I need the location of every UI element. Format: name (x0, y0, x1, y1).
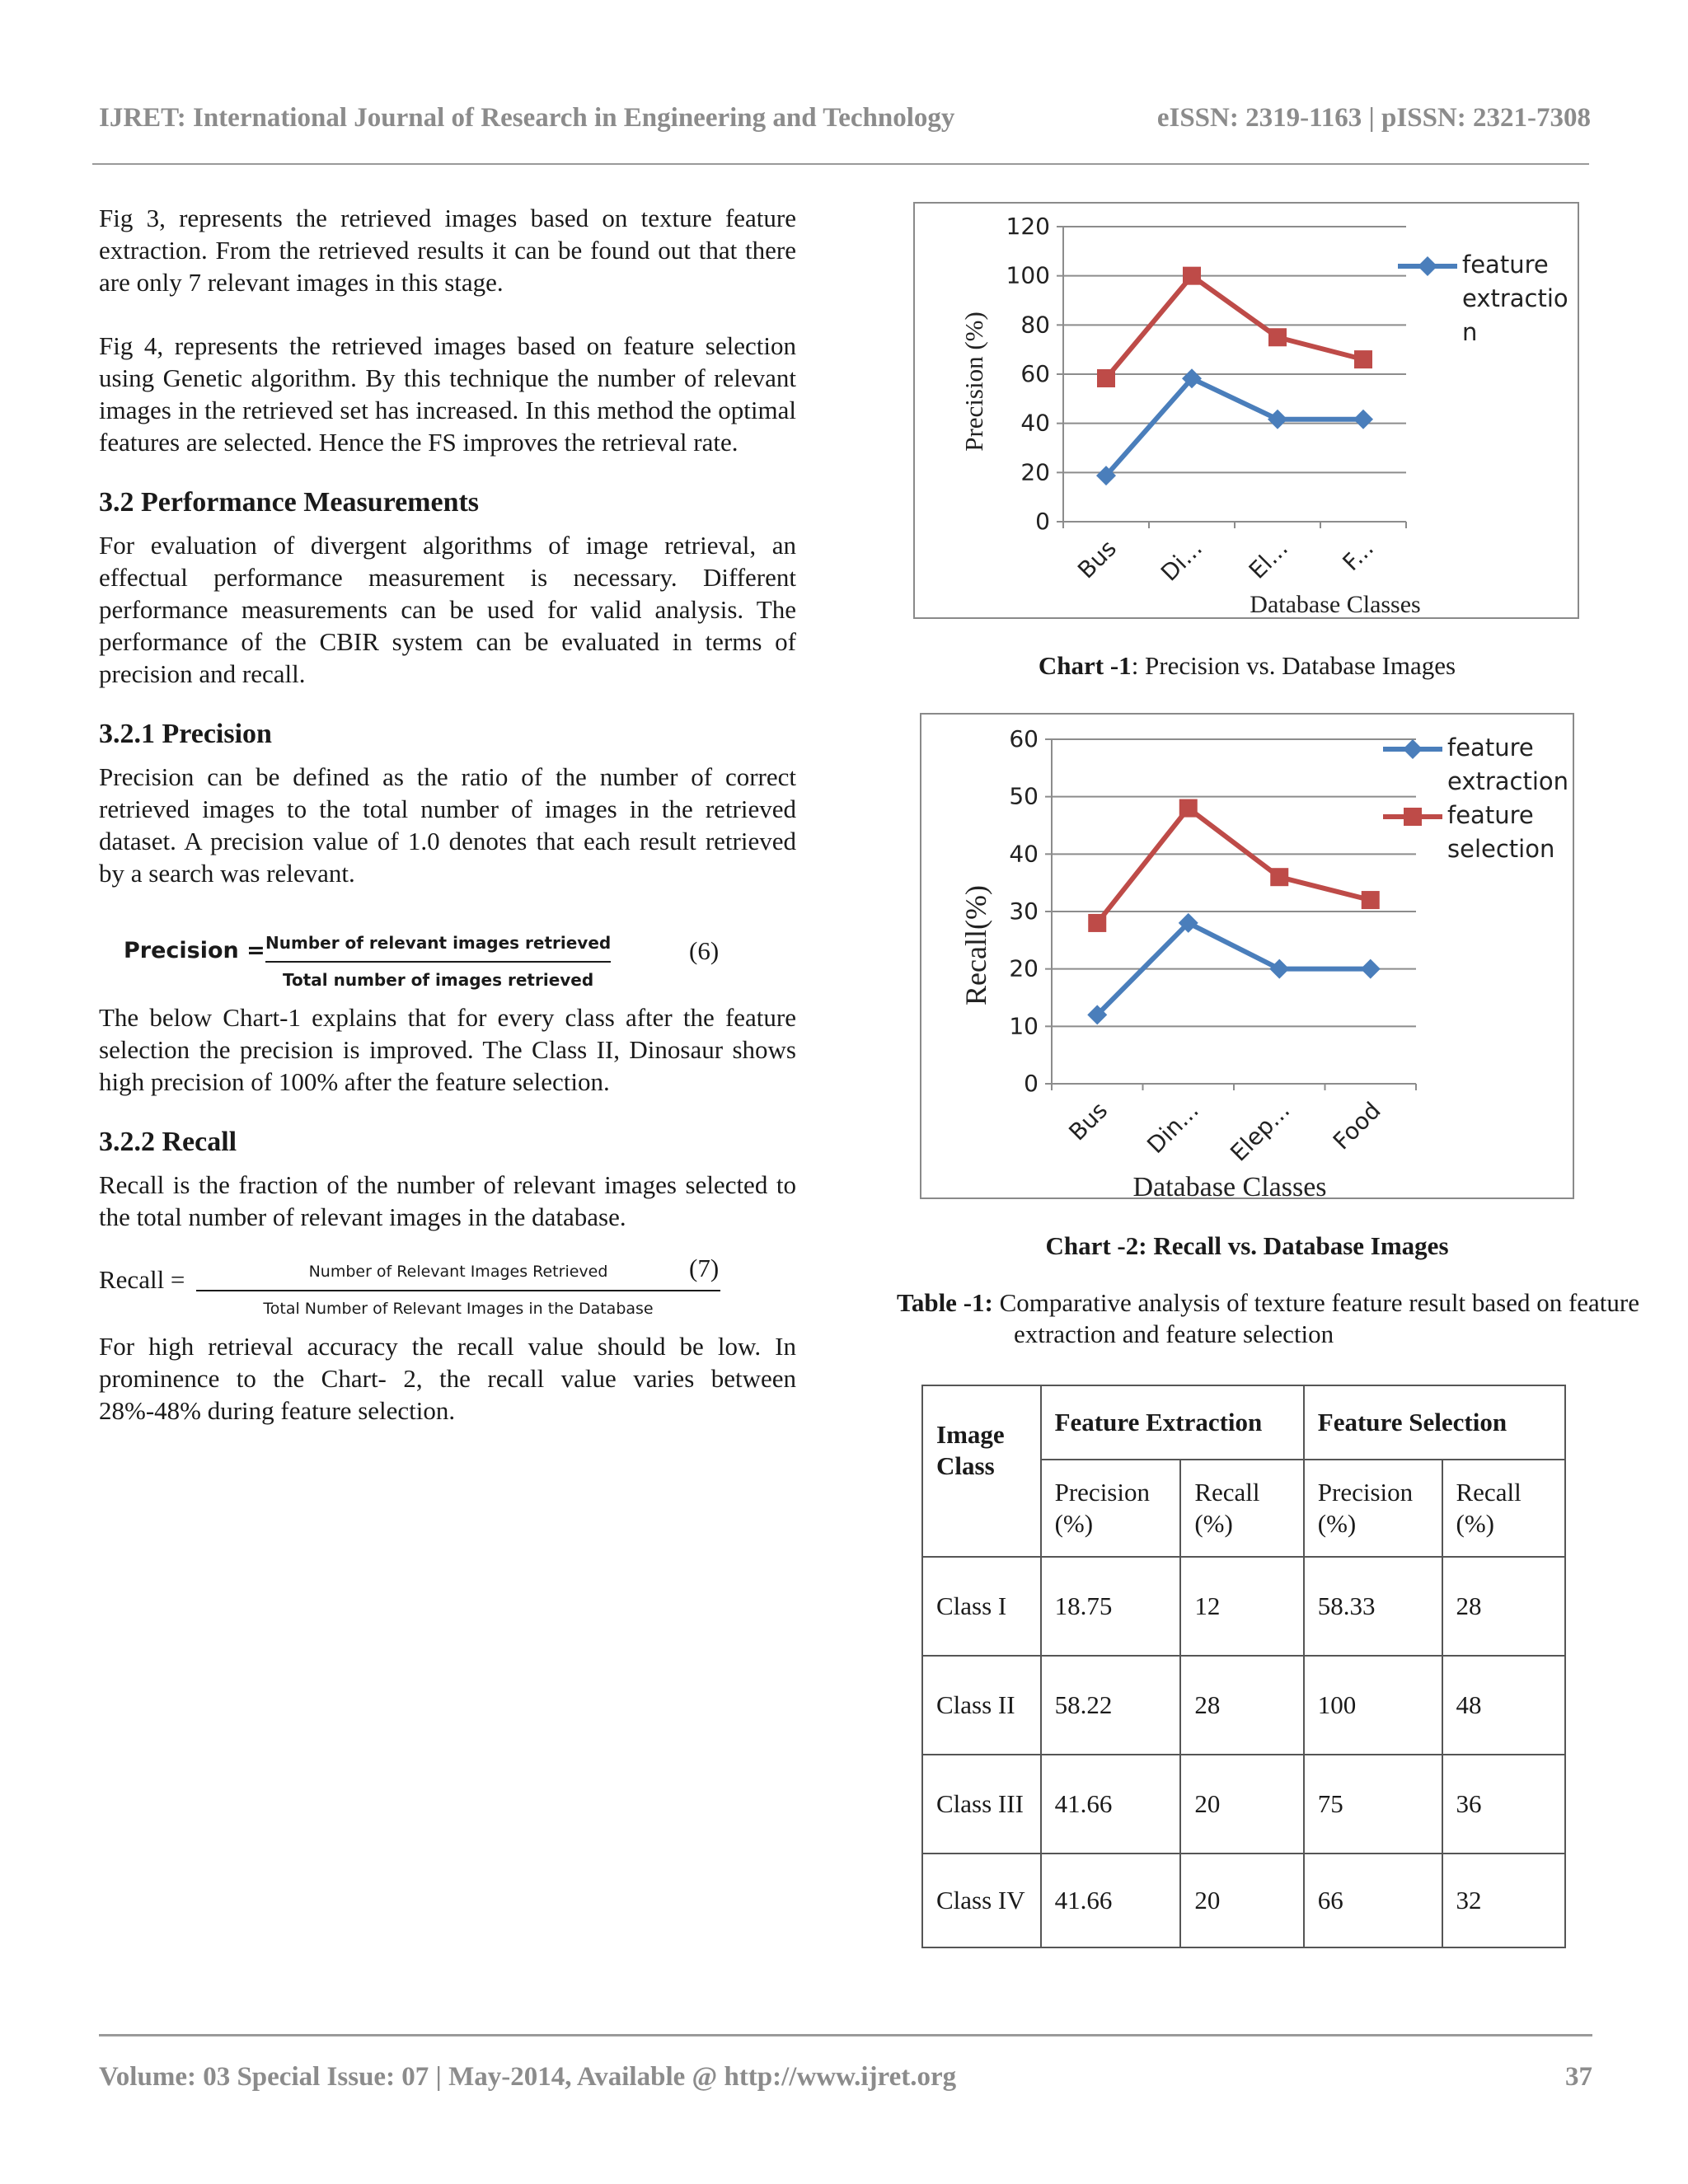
x-tick-label: Bus (1063, 1096, 1114, 1146)
equation-denominator: Total Number of Relevant Images in the Database (263, 1300, 654, 1318)
y-tick-label: 40 (1020, 409, 1050, 437)
cell-class: Class II (922, 1656, 1041, 1755)
paragraph-fig4: Fig 4, represents the retrieved images based on feature selection using Genetic algorithm. By this technique the number of relevant images in the retrieved set has increased. In this method the optimal features are selected. Hence the FS improves the retrieval rate. (99, 331, 796, 457)
y-tick-label: 50 (1009, 782, 1039, 810)
data-point (1354, 350, 1372, 368)
data-point (1183, 267, 1201, 285)
y-tick-label: 100 (1006, 261, 1050, 289)
comparison-table (921, 1385, 1566, 1948)
cell-fs-recall: 28 (1442, 1557, 1566, 1656)
table-caption-text: Comparative analysis of texture feature result based on feature extraction and feature selection (992, 1288, 1640, 1348)
x-axis-title: Database Classes (1132, 1172, 1327, 1197)
equation-numerator: Number of relevant images retrieved (265, 933, 612, 953)
y-axis-title: Precision (%) (959, 312, 988, 452)
legend-label: selection (1447, 835, 1555, 863)
cell-fs-recall: 32 (1442, 1854, 1566, 1947)
y-tick-label: 20 (1009, 954, 1039, 982)
y-tick-label: 80 (1020, 311, 1050, 339)
y-tick-label: 60 (1009, 725, 1039, 752)
cell-fe-recall: 12 (1180, 1557, 1303, 1656)
data-point (1088, 914, 1106, 932)
data-point (1179, 799, 1198, 818)
chart-precision-svg (915, 204, 1578, 617)
y-tick-label: 0 (1035, 508, 1050, 535)
cell-class: Class I (922, 1557, 1041, 1656)
data-point (1097, 369, 1115, 387)
x-tick-label: Bus (1072, 534, 1122, 584)
paragraph-recall: Recall is the fraction of the number of relevant images selected to the total number of relevant images in the database. (99, 1170, 796, 1231)
data-point (1270, 868, 1288, 886)
header-feature-extraction: Feature Extraction (1041, 1385, 1304, 1460)
page-number: 37 (1565, 2061, 1592, 2092)
cell-class: Class III (922, 1755, 1041, 1854)
legend-label: feature (1447, 801, 1534, 829)
fraction-bar (196, 1290, 720, 1291)
table-caption-label: Table -1: (897, 1288, 993, 1317)
subheader-fe-recall: Recall (%) (1180, 1460, 1303, 1557)
header-image-class: Image Class (922, 1385, 1041, 1557)
legend-label: extractio (1462, 284, 1568, 312)
paragraph-precision: Precision can be defined as the ratio of the number of correct retrieved images to the total number of images in the retrieved dataset. A precision value of 1.0 denotes that each result retrieved by a search was relevant. (99, 762, 796, 888)
caption-label: Chart -1 (1038, 651, 1132, 680)
header-divider (92, 163, 1589, 165)
y-tick-label: 30 (1009, 898, 1039, 925)
cell-fe-precision: 41.66 (1041, 1755, 1181, 1854)
equation-recall (99, 1254, 796, 1318)
legend-label: feature (1462, 251, 1549, 279)
cell-fe-precision: 18.75 (1041, 1557, 1181, 1656)
table-row (922, 1854, 1565, 1947)
heading-performance: 3.2 Performance Measurements (99, 487, 480, 518)
equation-precision (99, 927, 796, 990)
legend-marker (1403, 739, 1423, 759)
cell-fs-recall: 36 (1442, 1755, 1566, 1854)
table-caption (897, 1287, 1688, 1350)
equation-numerator: Number of Relevant Images Retrieved (308, 1263, 608, 1281)
data-point (1362, 891, 1380, 909)
x-tick-label: Din... (1142, 1096, 1204, 1160)
cell-fe-recall: 28 (1180, 1656, 1303, 1755)
footer-volume: Volume: 03 Special Issue: 07 | May-2014, Available @ http://www.ijret.org (99, 2061, 957, 2092)
cell-class: Class IV (922, 1854, 1041, 1947)
caption-text: : Precision vs. Database Images (1131, 651, 1456, 680)
subheader-fs-precision: Precision (%) (1304, 1460, 1442, 1557)
data-point (1268, 410, 1287, 429)
equation-lhs: Recall = (99, 1265, 185, 1294)
data-point (1269, 959, 1289, 979)
cell-fs-precision: 100 (1304, 1656, 1442, 1755)
y-tick-label: 0 (1024, 1070, 1039, 1097)
chart-recall-caption (897, 1231, 1597, 1261)
equation-fraction (265, 927, 611, 996)
data-point (1361, 959, 1381, 979)
cell-fe-recall: 20 (1180, 1755, 1303, 1854)
y-axis-title: Recall(%) (959, 885, 992, 1005)
journal-title: IJRET: International Journal of Research in Engineering and Technology (99, 102, 955, 133)
table-row (922, 1755, 1565, 1854)
subheader-fe-precision: Precision (%) (1041, 1460, 1181, 1557)
x-tick-label: El... (1243, 534, 1293, 584)
data-point (1353, 410, 1373, 429)
data-point (1268, 328, 1287, 346)
footer-divider (99, 2034, 1592, 2036)
x-tick-label: F... (1337, 534, 1379, 577)
cell-fs-recall: 48 (1442, 1656, 1566, 1755)
chart-recall-svg (921, 715, 1573, 1197)
cell-fe-precision: 58.22 (1041, 1656, 1181, 1755)
y-tick-label: 20 (1020, 458, 1050, 486)
table-row (922, 1557, 1565, 1656)
series-line (1106, 276, 1363, 378)
legend-label: extraction (1447, 767, 1569, 795)
x-tick-label: Di... (1155, 534, 1207, 587)
issn: eISSN: 2319-1163 | pISSN: 2321-7308 (1156, 102, 1591, 133)
paragraph-chart1: The below Chart-1 explains that for every class after the feature selection the precision is improved. The Class II, Dinosaur shows high precision of 100% after the feature selection. (99, 1003, 796, 1096)
paragraph-fig3: Fig 3, represents the retrieved images based on texture feature extraction. From the retrieved results it can be found out that there are only 7 relevant images in this stage. (99, 204, 796, 297)
equation-number: (7) (689, 1254, 720, 1282)
chart-precision-caption (897, 651, 1597, 681)
header-feature-selection: Feature Selection (1304, 1385, 1565, 1460)
table-row (922, 1656, 1565, 1755)
equation-denominator: Total number of images retrieved (283, 970, 594, 990)
cell-fs-precision: 66 (1304, 1854, 1442, 1947)
y-tick-label: 10 (1009, 1012, 1039, 1040)
cell-fs-precision: 58.33 (1304, 1557, 1442, 1656)
left-column (99, 202, 796, 1427)
fraction-bar (265, 961, 611, 963)
x-tick-label: Food (1327, 1096, 1386, 1155)
heading-recall: 3.2.2 Recall (99, 1127, 237, 1157)
equation-lhs: Precision = (124, 938, 265, 963)
series-line (1106, 378, 1363, 476)
caption-label: Chart -2: Recall vs. Database Images (1045, 1231, 1449, 1260)
cell-fe-recall: 20 (1180, 1854, 1303, 1947)
heading-precision: 3.2.1 Precision (99, 719, 272, 749)
cell-fe-precision: 41.66 (1041, 1854, 1181, 1947)
page-header (99, 97, 1591, 138)
paragraph-performance: For evaluation of divergent algorithms of image retrieval, an effectual performance measurement is necessary. Different performance measurements can be used for valid analysis. The performance of the CBIR system can be evaluated in terms of precision and recall. (99, 531, 796, 688)
equation-number: (6) (689, 936, 720, 965)
series-line (1097, 808, 1371, 923)
paragraph-recall-discussion: For high retrieval accuracy the recall value should be low. In prominence to the Chart- 2, the recall value varies between 28%-48% during feature selection. (99, 1332, 796, 1425)
y-tick-label: 120 (1006, 213, 1050, 240)
y-tick-label: 60 (1020, 360, 1050, 387)
y-tick-label: 40 (1009, 840, 1039, 868)
legend-label: feature (1447, 733, 1534, 762)
page-footer (99, 2056, 1592, 2097)
cell-fs-precision: 75 (1304, 1755, 1442, 1854)
table-header-row (922, 1385, 1565, 1460)
legend-marker (1418, 256, 1437, 276)
x-axis-title: Database Classes (1250, 591, 1421, 617)
legend-marker (1404, 808, 1422, 826)
chart-precision (913, 202, 1579, 619)
legend-label: n (1462, 318, 1478, 346)
x-tick-label: Elep... (1225, 1096, 1296, 1167)
subheader-fs-recall: Recall (%) (1442, 1460, 1566, 1557)
chart-recall (920, 713, 1574, 1199)
equation-fraction (196, 1256, 720, 1325)
